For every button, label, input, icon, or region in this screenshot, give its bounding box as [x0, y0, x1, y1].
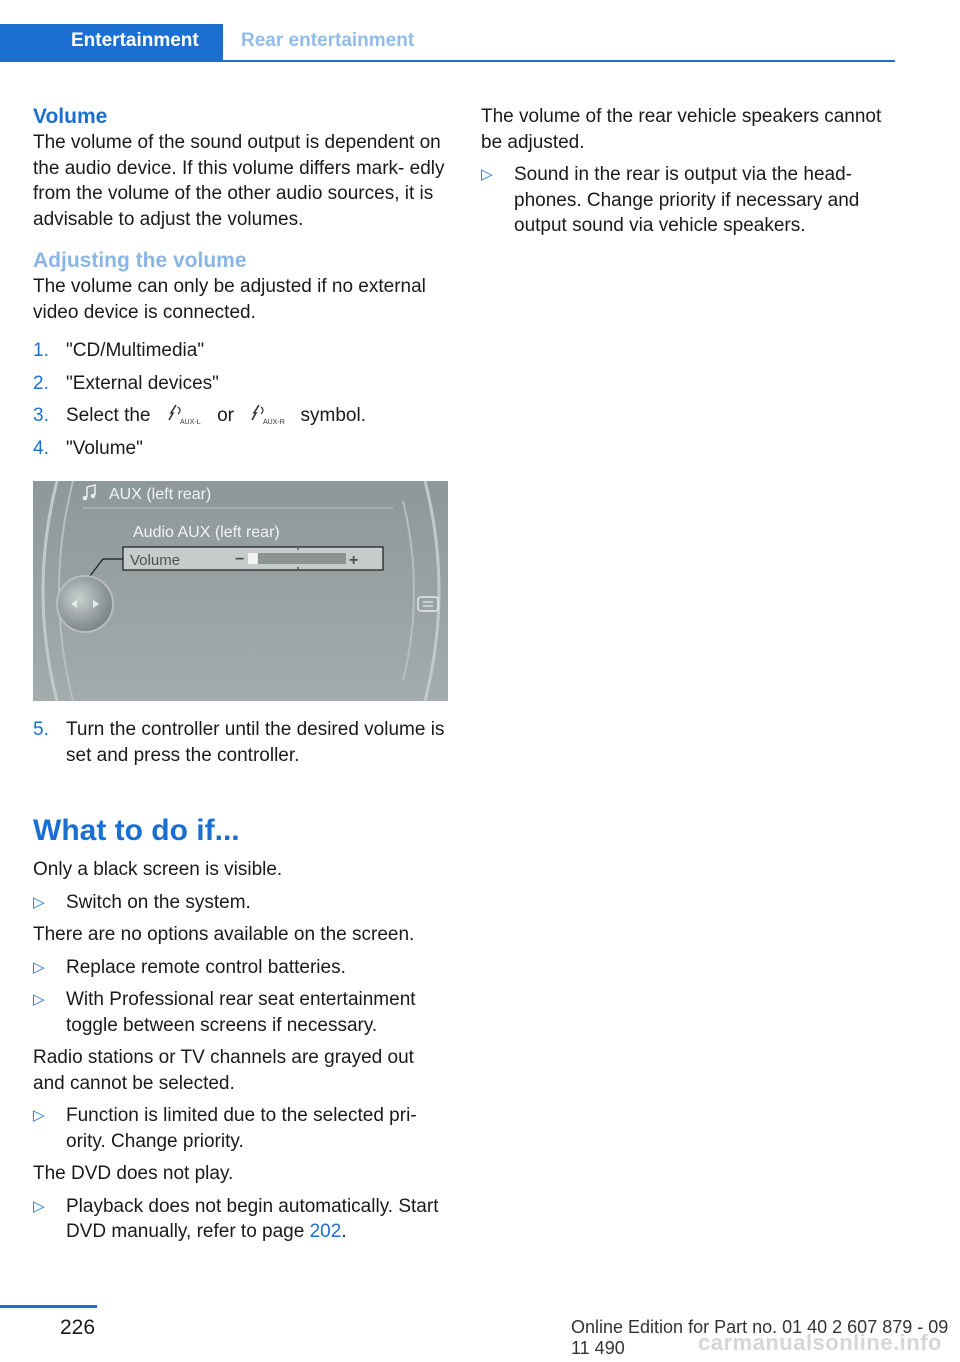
volume-label: Volume [130, 552, 181, 569]
step-number: 2. [33, 372, 49, 394]
screen-subtitle: Audio AUX (left rear) [133, 524, 280, 541]
left-column [33, 104, 449, 1252]
triangle-bullet-icon: ▷ [33, 1197, 45, 1215]
step-item [33, 717, 449, 768]
step-text: Turn the controller until the desired volume is set and press the controller. [66, 719, 445, 766]
case-text: The DVD does not play. [33, 1163, 234, 1184]
page-reference-link[interactable]: 202 [309, 1221, 342, 1242]
case-list [33, 955, 449, 1039]
volume-heading: Volume [33, 105, 108, 128]
case-list [33, 1194, 449, 1245]
aux-right-label: AUX-R [263, 419, 286, 425]
case-item: ▷ With Professional rear seat entertainment toggle between screens if necessary. [33, 989, 416, 1036]
step-text: "External devices" [66, 372, 219, 394]
online-edition-note: Online Edition for Part no. 01 40 2 607 879 - 09 11 490 [571, 1317, 949, 1358]
case-item: ▷ Replace remote control batteries. [33, 955, 449, 981]
step-item [33, 371, 449, 397]
idrive-screen-illustration [33, 481, 448, 701]
screen-title: AUX (left rear) [109, 486, 212, 503]
volume-minus: − [235, 551, 245, 568]
step-number: 5. [33, 719, 49, 740]
case-list [33, 890, 449, 916]
aux-right-icon [247, 403, 287, 425]
volume-track [248, 553, 346, 564]
case-item: ▷ Function is limited due to the selected pri‐ ority. Change priority. [33, 1105, 417, 1152]
right-column [481, 104, 899, 246]
adjusting-volume-heading: Adjusting the volume [33, 249, 247, 272]
step-text-post: symbol. [300, 405, 366, 426]
footer-accent-line [0, 1305, 97, 1308]
rear-speakers-list [481, 162, 899, 239]
volume-fill [248, 553, 258, 564]
step-number: 3. [33, 405, 49, 426]
step-number: 1. [33, 340, 49, 361]
step-item [33, 436, 449, 462]
controller-knob-icon [57, 576, 113, 632]
case-text: Only a black screen is visible. [33, 859, 283, 880]
case-list [33, 1103, 449, 1154]
step-number: 4. [33, 437, 49, 459]
tab-entertainment: Entertainment [0, 24, 223, 62]
volume-plus: + [349, 552, 359, 569]
steps-list [33, 338, 449, 461]
volume-paragraph: The volume of the sound output is dependent on the audio device. If this volume differs mark‐ edly from the volume of the other audio sources, it is advisable to adjust the volumes. [33, 132, 445, 230]
case-item: ▷ Playback does not begin automatically. Start DVD manually, refer to page 202. [33, 1195, 439, 1242]
step-text-mid: or [217, 405, 234, 426]
step-text: "CD/Multimedia" [66, 340, 205, 361]
triangle-bullet-icon: ▷ [33, 893, 45, 911]
idrive-screen-graphic [33, 481, 448, 701]
triangle-bullet-icon: ▷ [481, 166, 493, 183]
aux-left-icon [164, 403, 204, 425]
case-text: There are no options available on the screen. [33, 924, 415, 945]
rear-speakers-paragraph: The volume of the rear vehicle speakers cannot be adjusted. [481, 106, 882, 153]
adjusting-volume-paragraph: The volume can only be adjusted if no external video device is connected. [33, 276, 426, 323]
case-item: ▷ Switch on the system. [33, 890, 449, 916]
step-item [33, 338, 449, 364]
tab-rear-entertainment: Rear entertainment [241, 30, 415, 51]
rear-speakers-item: ▷ Sound in the rear is output via the head‐ phones. Change priority if necessary and output sound via vehicle speakers. [481, 164, 860, 236]
watermark: carmanualsonline.info [698, 1330, 942, 1355]
steps-list-continued [33, 717, 449, 768]
step-item [33, 403, 449, 429]
case-text: Radio stations or TV channels are grayed out and cannot be selected. [33, 1047, 414, 1094]
page-number: 226 [60, 1316, 96, 1339]
step-text-pre: Select the [66, 405, 151, 426]
what-to-do-heading: What to do if... [33, 814, 240, 847]
triangle-bullet-icon: ▷ [33, 958, 45, 976]
chapter-tabs [0, 24, 895, 62]
aux-left-label: AUX-L [179, 419, 201, 425]
triangle-bullet-icon: ▷ [33, 1107, 45, 1124]
step-text: "Volume" [66, 437, 143, 459]
triangle-bullet-icon: ▷ [33, 991, 45, 1008]
